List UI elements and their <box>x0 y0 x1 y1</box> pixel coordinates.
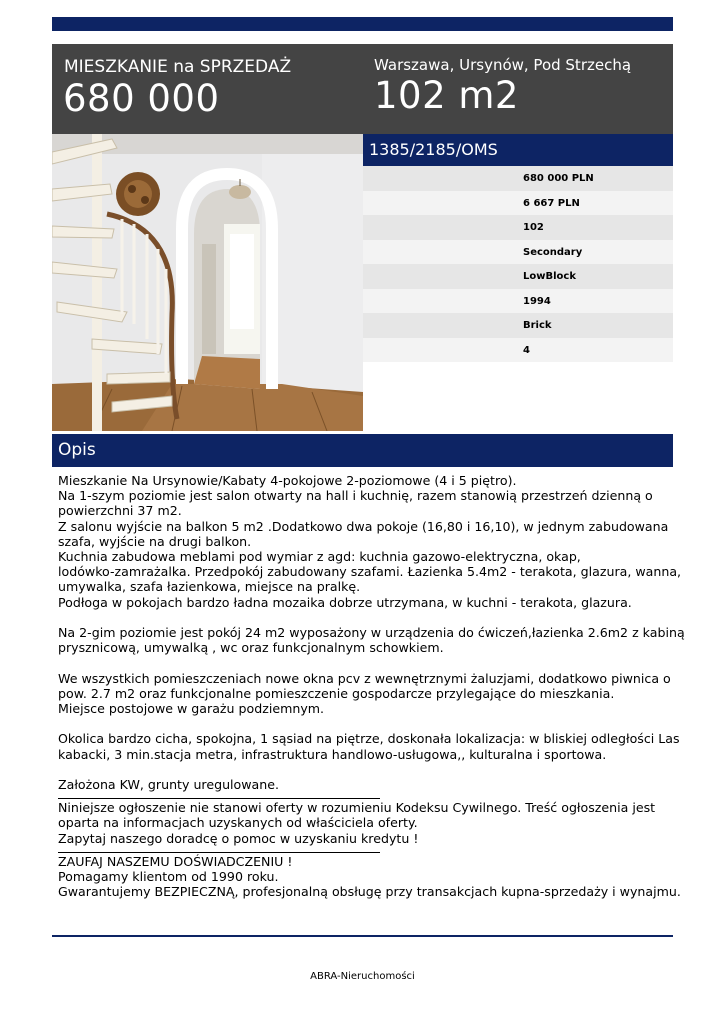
description-line: Założona KW, grunty uregulowane. <box>58 777 280 792</box>
description-line: szafa, wyjście na drugi balkon. <box>58 533 252 549</box>
blank-line <box>58 655 670 670</box>
detail-row-area <box>363 215 673 240</box>
detail-value-price: 680 000 PLN <box>523 173 594 184</box>
promo-line: ZAUFAJ NASZEMU DOŚWIADCZENIU ! <box>58 853 293 869</box>
listing-area: 102 m2 <box>374 74 519 117</box>
section-title: Opis <box>58 440 96 460</box>
description-line: pow. 2.7 m2 oraz funkcjonalne pomieszczenie gospodarcze przylegające do mieszkania. <box>58 685 615 701</box>
detail-row-year <box>363 289 673 314</box>
description-line: lodówko-zamrażalka. Przedpokój zabudowany szafami. Łazienka 5.4m2 - terakota, glazura, wanna, <box>58 564 682 580</box>
detail-row-price <box>363 166 673 191</box>
separator-rule <box>58 852 380 853</box>
description-line: Na 1-szym poziomie jest salon otwarty na hall i kuchnię, razem stanowią przestrzeń dzienną o <box>58 488 653 504</box>
separator-rule <box>58 798 380 799</box>
detail-value-material: Brick <box>523 320 552 331</box>
details-table <box>363 166 673 362</box>
detail-row-market <box>363 240 673 265</box>
bottom-divider <box>52 935 673 937</box>
blank-line <box>58 762 670 777</box>
description-line: Kuchnia zabudowa meblami pod wymiar z agd: kuchnia gazowo-elektryczna, okap, <box>58 549 581 565</box>
description-section-header <box>52 434 673 467</box>
description-line: Podłoga w pokojach bardzo ładna mozaika dobrze utrzymana, w kuchni - terakota, glazura. <box>58 594 632 610</box>
description-text <box>58 473 685 900</box>
disclaimer-line: Niniejsze ogłoszenie nie stanowi oferty w rozumieniu Kodeksu Cywilnego. Treść ogłoszenia jest <box>58 800 656 816</box>
description-line: Okolica bardzo cicha, spokojna, 1 sąsiad na piętrze, doskonała lokalizacja: w bliskiej odległości Las <box>58 731 680 747</box>
detail-value-rooms: 4 <box>523 344 530 356</box>
description-line: Mieszkanie Na Ursynowie/Kabaty 4-pokojowe 2-poziomowe (4 i 5 piętro). <box>58 473 517 488</box>
footer-agency-name: ABRA-Nieruchomości <box>310 971 415 982</box>
disclaimer-line: oparta na informacjach uzyskanych od właściciela oferty. <box>58 815 418 831</box>
blank-line <box>58 716 670 731</box>
detail-value-building-type: LowBlock <box>523 271 576 282</box>
reference-number: 1385/2185/OMS <box>369 140 498 159</box>
detail-value-year: 1994 <box>523 295 551 307</box>
description-line: kabacki, 3 min.stacja metra, infrastruktura handlowo-usługowa,, kulturalna i sportowa. <box>58 746 607 762</box>
top-accent-bar <box>52 17 673 31</box>
description-line: We wszystkich pomieszczeniach nowe okna pcv z wewnętrznymi żaluzjami, dodatkowo piwnica o <box>58 670 671 686</box>
blank-line <box>58 610 670 625</box>
detail-value-market: Secondary <box>523 246 583 258</box>
detail-value-price-per-m2: 6 667 PLN <box>523 197 580 209</box>
listing-price: 680 000 <box>63 77 220 120</box>
disclaimer-line: Zapytaj naszego doradcę o pomoc w uzyskaniu kredytu ! <box>58 830 419 846</box>
promo-line: Gwarantujemy BEZPIECZNĄ, profesjonalną obsługę przy transakcjach kupna-sprzedaży i wynajmu. <box>58 884 681 900</box>
detail-row-building-type <box>363 264 673 289</box>
promo-line: Pomagamy klientom od 1990 roku. <box>58 869 279 885</box>
detail-row-rooms <box>363 338 673 363</box>
listing-location: Warszawa, Ursynów, Pod Strzechą <box>374 56 632 74</box>
description-line: powierzchni 37 m2. <box>58 503 182 519</box>
description-line: Z salonu wyjście na balkon 5 m2 .Dodatkowo dwa pokoje (16,80 i 16,10), w jednym zabudowana <box>58 518 669 534</box>
listing-header <box>52 44 673 134</box>
reference-bar <box>363 134 673 166</box>
description-line: Na 2-gim poziomie jest pokój 24 m2 wyposażony w urządzenia do ćwiczeń,łazienka 2.6m2 z kabiną <box>58 625 685 641</box>
detail-value-area: 102 <box>523 222 544 233</box>
description-line: Miejsce postojowe w garażu podziemnym. <box>58 701 325 717</box>
listing-type: MIESZKANIE na SPRZEDAŻ <box>64 57 292 77</box>
description-line: prysznicową, umywalką , wc oraz funkcjonalnym schowkiem. <box>58 640 444 656</box>
property-photo <box>52 134 363 431</box>
description-line: umywalka, szafa łazienkowa, miejsce na pralkę. <box>58 579 361 595</box>
detail-row-price-per-m2 <box>363 191 673 216</box>
detail-row-material <box>363 313 673 338</box>
